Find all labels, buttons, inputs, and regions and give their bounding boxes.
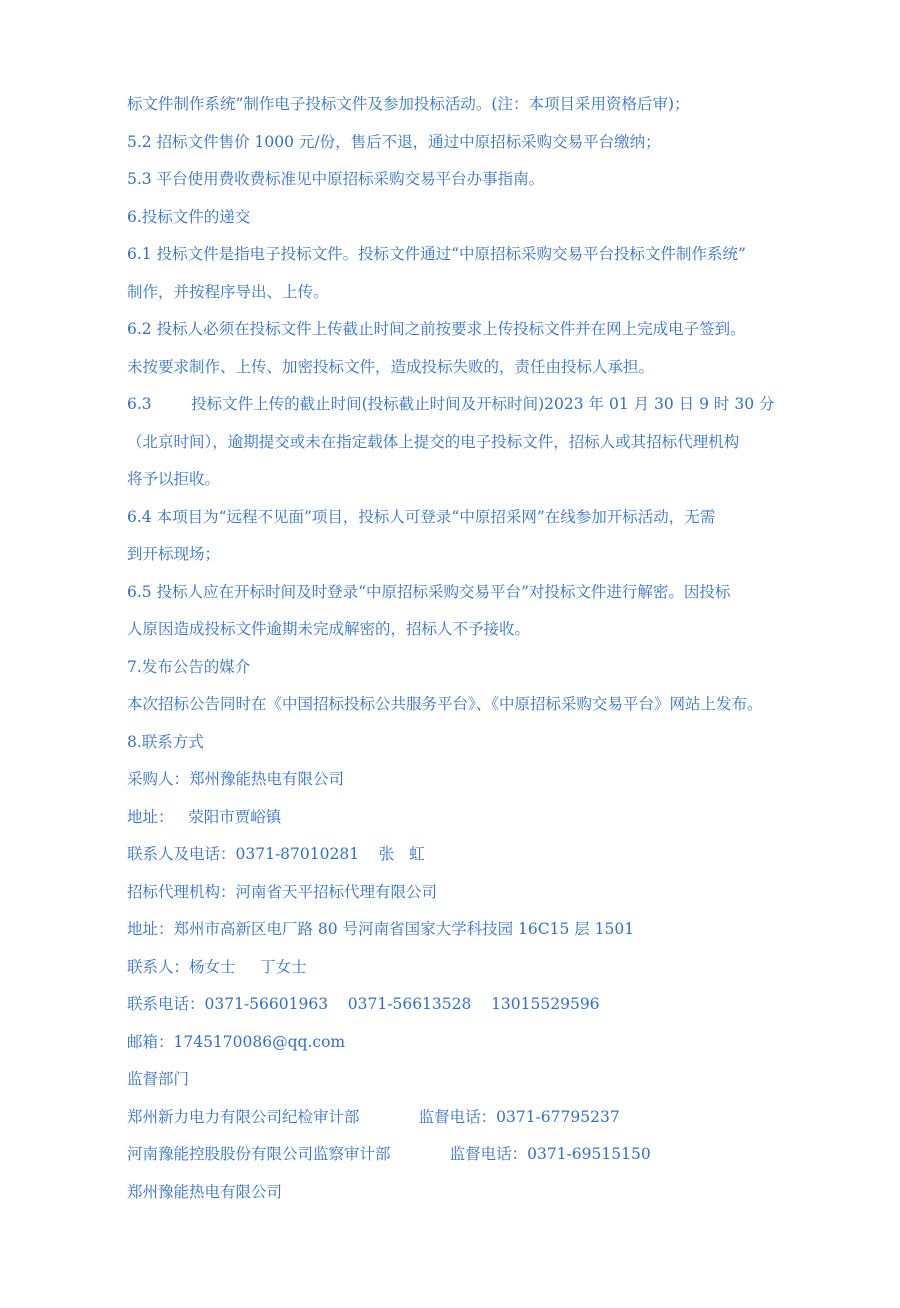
text-line: 到开标现场；: [127, 545, 221, 563]
text-line: 人原因造成投标文件逾期未完成解密的，招标人不予接收。: [127, 620, 531, 638]
section-heading-contact: 8.联系方式: [127, 732, 204, 751]
text-line: 5.2 招标文件售价 1000 元/份，售后不退，通过中原招标采购交易平台缴纳；: [127, 132, 661, 151]
text-line: （北京时间），逾期提交或未在指定载体上提交的电子投标文件，招标人或其招标代理机构: [127, 432, 740, 451]
document-body: [127, 86, 800, 1211]
purchaser-line: 采购人：郑州豫能热电有限公司: [127, 770, 345, 788]
text-line: 5.3 平台使用费收费标准见中原招标采购交易平台办事指南。: [127, 170, 545, 188]
agency-contact-line: 联系人：杨女士 丁女士: [127, 957, 307, 976]
section-heading-media: 7.发布公告的媒介: [127, 657, 251, 676]
text-line: 6.3 投标文件上传的截止时间(投标截止时间及开标时间)2023 年 01 月 30 日 9 时 30 分: [127, 395, 775, 413]
text-line: 未按要求制作、上传、加密投标文件，造成投标失败的，责任由投标人承担。: [127, 357, 655, 376]
supervision-line: 河南豫能控股股份有限公司监察审计部 监督电话：0371-69515150: [127, 1145, 651, 1163]
text-line: 标文件制作系统”制作电子投标文件及参加投标活动。(注：本项目采用资格后审)；: [127, 95, 690, 113]
section-heading-bid-submission: 6.投标文件的递交: [127, 207, 251, 226]
text-line: 6.1 投标文件是指电子投标文件。投标文件通过“中原招标采购交易平台投标文件制作系统”: [127, 245, 746, 263]
email-line: 邮箱：1745170086@qq.com: [127, 1032, 346, 1051]
section-heading-supervision: 监督部门: [127, 1070, 190, 1088]
text-line: 6.5 投标人应在开标时间及时登录“中原招标采购交易平台”对投标文件进行解密。因投标: [127, 582, 731, 601]
agency-line: 招标代理机构：河南省天平招标代理有限公司: [127, 882, 438, 901]
text-line: 6.4 本项目为“远程不见面”项目，投标人可登录“中原招采网”在线参加开标活动，无需: [127, 507, 716, 526]
text-line: 本次招标公告同时在《中国招标投标公共服务平台》、《中原招标采购交易平台》网站上发布。: [127, 695, 763, 713]
agency-phone-line: 联系电话：0371-56601963 0371-56613528 13015529596: [127, 995, 600, 1013]
address-line: 地址： 荥阳市贾峪镇: [127, 807, 282, 826]
text-line: 6.2 投标人必须在投标文件上传截止时间之前按要求上传投标文件并在网上完成电子签到。: [127, 320, 746, 338]
text-line: 制作，并按程序导出、上传。: [127, 282, 329, 301]
agency-address-line: 地址：郑州市高新区电厂路 80 号河南省国家大学科技园 16C15 层 1501: [127, 920, 635, 938]
supervision-line: 郑州新力电力有限公司纪检审计部 监督电话：0371-67795237: [127, 1107, 620, 1126]
text-line: 将予以拒收。: [127, 470, 221, 488]
supervision-line: 郑州豫能热电有限公司: [127, 1182, 283, 1201]
contact-phone-line: 联系人及电话：0371-87010281 张 虹: [127, 845, 425, 863]
